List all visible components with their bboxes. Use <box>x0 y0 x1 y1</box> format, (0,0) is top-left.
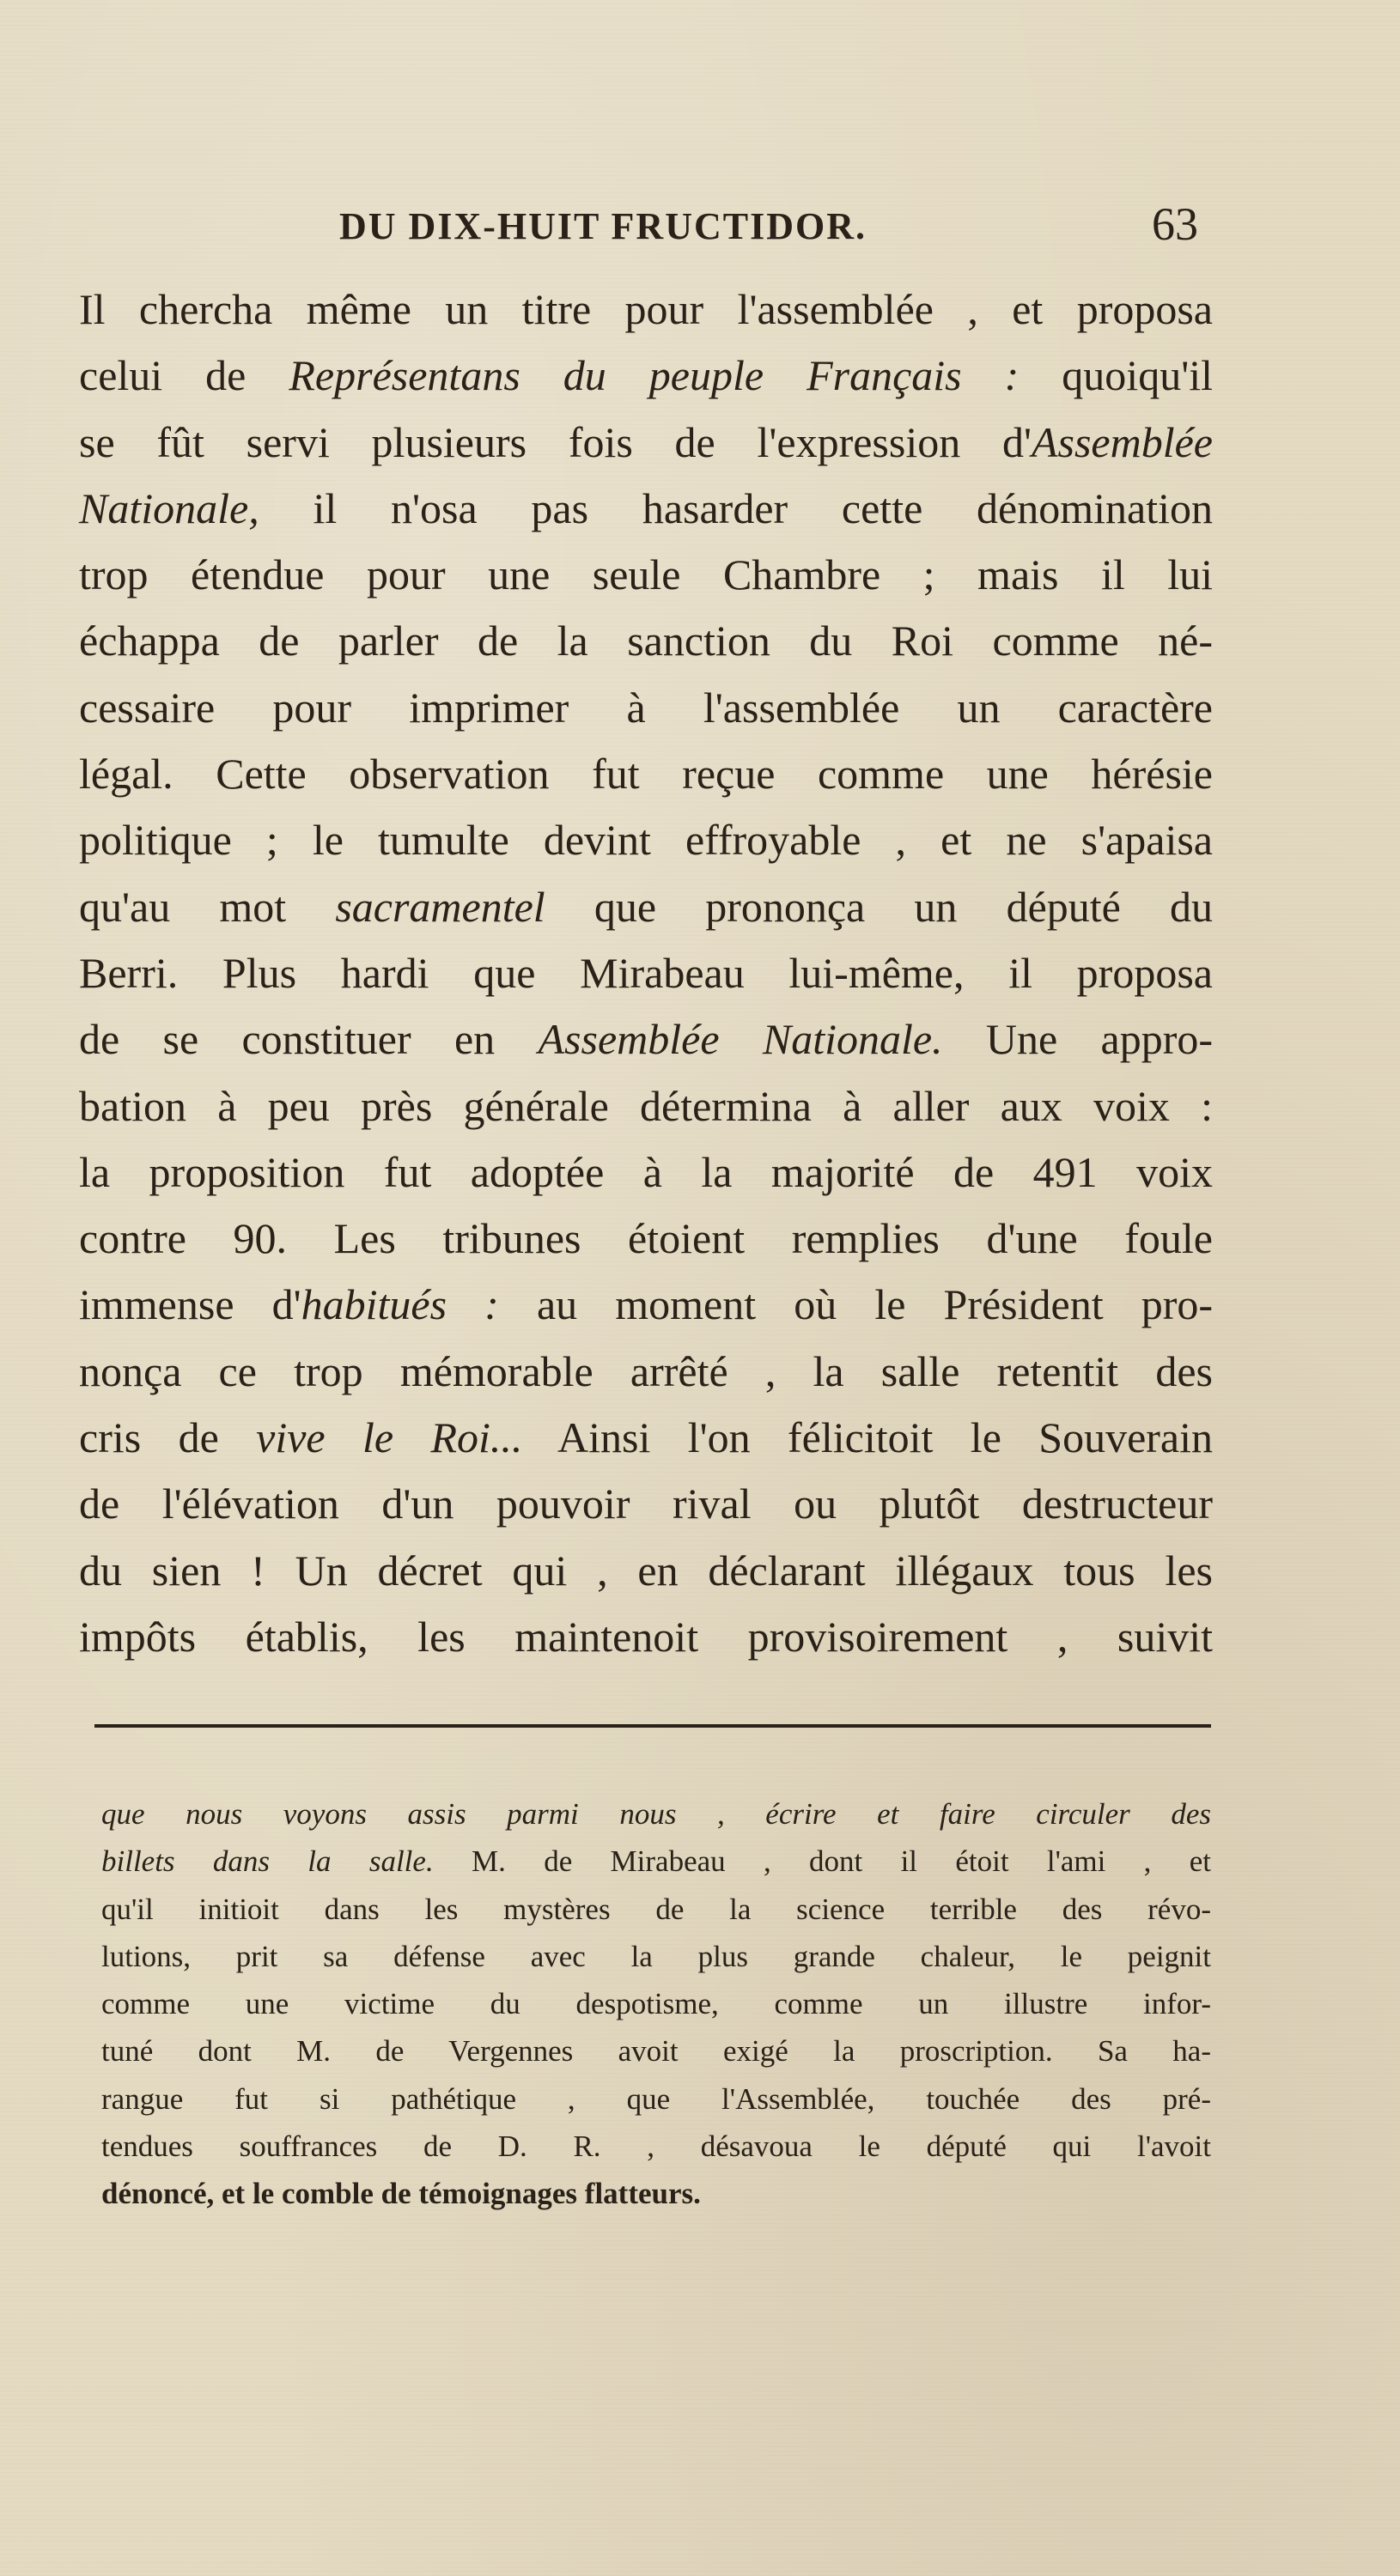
main-text-text: celui de <box>79 351 289 400</box>
main-text-italic-text: Représentans du peuple Français : <box>289 351 1020 400</box>
main-text-text: quoiqu'il <box>1019 351 1213 400</box>
footnote-text: comme une victime du despotisme, comme un illustre infor- <box>101 1987 1211 2021</box>
footnote-text: tendues souffrances de D. R. , désavoua le député qui l'avoit <box>101 2129 1211 2164</box>
running-title: DU DIX-HUIT FRUCTIDOR. <box>339 205 867 247</box>
main-text-text: de se constituer en <box>79 1015 539 1064</box>
main-text-text: échappa de parler de la sanction du Roi comme né- <box>79 617 1213 665</box>
main-text-line <box>79 807 1213 873</box>
page-number: 63 <box>1152 198 1198 250</box>
main-text-line <box>79 1339 1213 1405</box>
main-text-text: trop étendue pour une seule Chambre ; mais il lui <box>79 550 1213 599</box>
footnote-text: lutions, prit sa défense avec la plus grande chaleur, le peignit <box>101 1939 1211 1973</box>
main-text-line <box>79 1538 1213 1604</box>
main-text-line <box>79 343 1213 409</box>
main-text-text: politique ; le tumulte devint effroyable , et ne s'apaisa <box>79 816 1213 865</box>
main-text-text: Une appro- <box>942 1015 1213 1064</box>
main-text-text: Ainsi l'on félicitoit le Souverain <box>522 1413 1213 1462</box>
main-text-text: se fût servi plusieurs fois de l'expression d' <box>79 417 1032 466</box>
main-text-line <box>79 476 1213 542</box>
main-text-text: que prononça un député du <box>545 882 1213 931</box>
main-text-text: nonça ce trop mémorable arrêté , la salle retentit des <box>79 1346 1213 1395</box>
main-text-text: Il chercha même un titre pour l'assemblée , et proposa <box>79 285 1213 333</box>
main-text-line <box>79 1006 1213 1072</box>
main-text-line <box>79 940 1213 1006</box>
main-text-text: qu'au mot <box>79 882 336 931</box>
main-text-line <box>79 1471 1213 1537</box>
footnote-italic-text: billets dans la salle. <box>101 1844 434 1879</box>
main-text-line <box>79 741 1213 807</box>
main-text-text: immense d' <box>79 1280 301 1329</box>
main-text-line <box>79 874 1213 940</box>
main-text-text: il n'osa pas hasarder cette dénomination <box>259 483 1213 532</box>
main-text-text: du sien ! Un décret qui , en déclarant illégaux tous les <box>79 1546 1213 1595</box>
main-text-text: impôts établis, les maintenoit provisoirement , suivit <box>79 1612 1213 1661</box>
main-text-text: la proposition fut adoptée à la majorité de 491 voix <box>79 1147 1213 1196</box>
main-text-text: Berri. Plus hardi que Mirabeau lui-même, il proposa <box>79 948 1213 997</box>
main-text-text: de l'élévation d'un pouvoir rival ou plutôt destructeur <box>79 1479 1213 1528</box>
footnote-italic-text: que nous voyons assis parmi nous , écrire et faire circuler des <box>101 1797 1211 1831</box>
main-text-text: bation à peu près générale détermina à aller aux voix : <box>79 1081 1213 1130</box>
footnote-text: dénoncé, et le comble de témoignages flatteurs. <box>101 2177 701 2211</box>
main-text-text: cris de <box>79 1413 257 1462</box>
main-text-line <box>79 675 1213 741</box>
main-text-line <box>79 410 1213 476</box>
footnote-text: M. de Mirabeau , dont il étoit l'ami , et <box>433 1844 1212 1879</box>
footnote-line <box>101 1886 1211 1933</box>
main-text-line <box>79 542 1213 608</box>
main-text-line <box>79 608 1213 674</box>
page-header <box>82 196 1198 256</box>
main-text-line <box>79 1272 1213 1338</box>
main-text-italic-text: vive le Roi... <box>256 1413 523 1462</box>
main-text-italic-text: sacramentel <box>335 882 545 931</box>
footnote-line <box>101 2027 1211 2075</box>
main-text-italic-text: Nationale, <box>79 483 259 532</box>
main-text-italic-text: habitués : <box>301 1280 499 1329</box>
main-text-block <box>79 276 1213 1670</box>
main-text-line <box>79 1073 1213 1139</box>
main-text-text: cessaire pour imprimer à l'assemblée un caractère <box>79 683 1213 732</box>
main-text-text: légal. Cette observation fut reçue comme une hérésie <box>79 750 1213 799</box>
footnote-text: rangue fut si pathétique , que l'Assemblée, touchée des pré- <box>101 2081 1211 2116</box>
footnote-line <box>101 1838 1211 1885</box>
footnote-line <box>101 2075 1211 2123</box>
footnote-line <box>101 2170 1211 2217</box>
main-text-italic-text: Assemblée Nationale. <box>538 1015 943 1064</box>
footnote-block <box>101 1790 1211 2218</box>
main-text-line <box>79 1139 1213 1206</box>
main-text-line <box>79 1206 1213 1272</box>
footnote-text: tuné dont M. de Vergennes avoit exigé la proscription. Sa ha- <box>101 2034 1211 2069</box>
footnote-separator-rule <box>94 1724 1211 1728</box>
footnote-text: qu'il initioit dans les mystères de la science terrible des révo- <box>101 1892 1211 1926</box>
main-text-line <box>79 1604 1213 1670</box>
main-text-text: contre 90. Les tribunes étoient remplies d'une foule <box>79 1214 1213 1263</box>
main-text-line <box>79 276 1213 343</box>
main-text-italic-text: Assemblée <box>1031 417 1213 466</box>
main-text-line <box>79 1405 1213 1471</box>
main-text-text: au moment où le Président pro- <box>498 1280 1214 1329</box>
footnote-line <box>101 1980 1211 2027</box>
footnote-line <box>101 1933 1211 1980</box>
footnote-line <box>101 1790 1211 1838</box>
footnote-line <box>101 2123 1211 2170</box>
